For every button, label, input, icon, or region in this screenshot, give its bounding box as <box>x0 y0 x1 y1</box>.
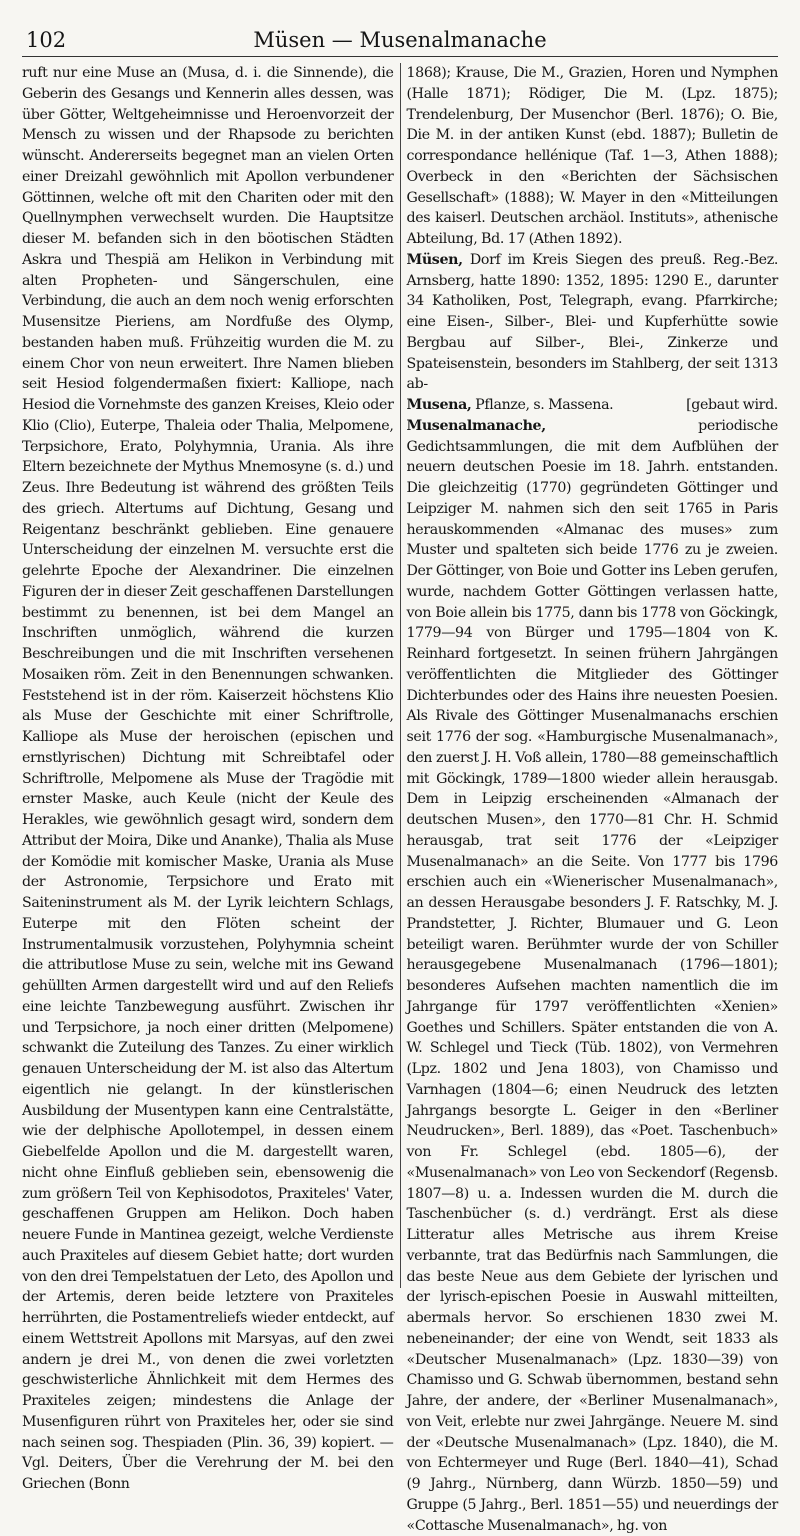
left-column <box>22 63 394 1536</box>
column-divider <box>400 63 401 1288</box>
page-number: 102 <box>26 28 67 52</box>
entry-musena <box>406 395 778 416</box>
right-column <box>406 63 778 1536</box>
entry-muesen-text: Dorf im Kreis Siegen des preuß. Reg.-Bez. Arnsberg, hatte 1890: 1352, 1895: 1290 E., darunter 34 Katholiken, Post, Telegraph, evang. Pfarrkirche; eine Eisen-, Silber-, Blei- und Kupferhütte sowie Bergbau auf Silber-, Blei-, Zinkerze und Spateisenstein, besonders im Stahlberg, der seit 1313 ab- <box>406 251 778 393</box>
entry-musenalmanache-headword: Musenalmanache, <box>406 417 546 434</box>
paragraph-references: 1868); Krause, Die M., Grazien, Horen und Nymphen (Halle 1871); Rödiger, Die M. (Lpz. 1875); Trendelenburg, Der Musenchor (Berl. 1876); O. Bie, Die M. in der antiken Kunst (ebd. 1887); Bulletin de correspondance hellénique (Taf. 1—3, Athen 1888); Overbeck in den «Berichten der Sächsischen Gesellschaft» (1888); W. Mayer in den «Mitteilungen des kaiserl. Deutschen archäol. Instituts», athenische Abteilung, Bd. 17 (Athen 1892). <box>406 65 778 247</box>
entry-musenalmanache <box>406 416 778 1536</box>
running-head: Müsen — Musenalmanache <box>253 28 547 52</box>
paragraph-musen-continued: ruft nur eine Muse an (Musa, d. i. die Sinnende), die Geberin des Gesangs und Kennerin alles dessen, was über Götter, Weltgeheimnisse und Heroenvorzeit der Mensch zu wissen und der Rhapsode zu berichten wünscht. Andererseits begegnet man an vielen Orten einer Dreizahl gewöhnlich mit Apollon verbundener Göttinnen, welche oft mit den Chariten oder mit den Quellnymphen verwechselt wurden. Die Hauptsitze dieser M. befanden sich in den böotischen Städten Askra und Thespiä am Helikon in Verbindung mit alten Propheten- und Sängerschulen, eine Verbindung, die auch an dem noch wenig erforschten Musensitze Pieriens, am Nordfuße des Olymp, bestanden haben muß. Frühzeitig wurden die M. zu einem Chor von neun erweitert. Ihre Namen blieben seit Hesiod folgendermaßen fixiert: Kalliope, nach Hesiod die Vornehmste des ganzen Kreises, Kleio oder Klio (Clio), Euterpe, Thaleia oder Thalia, Melpomene, Terpsichore, Erato, Polyhymnia, Urania. Als ihre Eltern bezeichnete der Mythus Mnemosyne (s. d.) und Zeus. Ihre Bedeutung ist während des größten Teils des griech. Altertums auf Dichtung, Gesang und Reigentanz beschränkt geblieben. Eine genauere Unterscheidung der einzelnen M. versuchte erst die gelehrte Epoche der Alexandriner. Die einzelnen Figuren der in dieser Zeit geschaffenen Darstellungen bestimmt zu benennen, ist bei dem Mangel an Inschriften unmöglich, während die kurzen Beschreibungen und die mit Inschriften versehenen Mosaiken röm. Zeit in den Benennungen schwanken. Feststehend ist in der röm. Kaiserzeit höchstens Klio als Muse der Geschichte mit einer Schriftrolle, Kalliope als Muse der heroischen (epischen und ernstlyrischen) Dichtung mit Schreibtafel oder Schriftrolle, Melpomene als Muse der Tragödie mit ernster Maske, auch Keule (nicht der Keule des Herakles, wie gewöhnlich gesagt wird, sondern dem Attribut der Moira, Dike und Ananke), Thalia als Muse der Komödie mit komischer Maske, Urania als Muse der Astronomie, Terpsichore und Erato mit Saiteninstrument als M. der Lyrik leichtern Schlags, Euterpe mit den Flöten scheint der Instrumentalmusik vorzustehen, Polyhymnia scheint die attributlose Muse zu sein, welche mit ins Gewand gehüllten Armen dargestellt wird und auf den Reliefs eine leichte Tanzbewegung ausführt. Zwischen ihr und Terpsichore, ja noch einer dritten (Melpomene) schwankt die Zuteilung des Tanzes. Zu einer wirklich genauen Unterscheidung der M. ist also das Altertum eigentlich nie gelangt. In der künstlerischen Ausbildung der Musentypen kann eine Centralstätte, wie der delphische Apollotempel, in dessen einem Giebelfelde Apollon und die M. dargestellt waren, nicht ohne Einfluß geblieben sein, ebensowenig die zum größern Teil von Kephisodotos, Praxiteles' Vater, geschaffenen Gruppen am Helikon. Doch haben neuere Funde in Mantinea gezeigt, welche Verdienste auch Praxiteles auf diesem Gebiet hatte; dort wurden von den drei Tempelstatuen der Leto, des Apollon und der Artemis, deren beide letztere von Praxiteles herrührten, die Postamentreliefs wieder entdeckt, auf einem Wettstreit Apollons mit Marsyas, auf den zwei andern je drei M., von denen die zwei vorletzten geschwisterliche Ähnlichkeit mit dem Hermes des Praxiteles zeigen; mindestens die Anlage der Musenfiguren rührt von Praxiteles her, oder sie sind nach seinen sog. Thespiaden (Plin. 36, 39) kopiert. — Vgl. Deiters, Über die Verehrung der M. bei den Griechen (Bonn <box>22 65 394 1492</box>
entry-muesen <box>406 250 778 395</box>
text-columns <box>22 63 778 1536</box>
entry-musena-text: Pflanze, s. Massena. <box>471 397 614 413</box>
entry-musenalmanache-text: periodische Gedichtsammlungen, die mit dem Aufblühen der neuern deutschen Poesie im 18. Jahrh. entstanden. Die gleichzeitig (1770) gegründeten Göttinger und Leipziger M. nahmen sich den seit 1765 in Paris herauskommenden «Almanac des muses» zum Muster und spalteten sich beide 1776 zu je zweien. Der Göttinger, von Boie und Gotter ins Leben gerufen, wurde, nachdem Gotter Göttingen verlassen hatte, von Boie allein bis 1775, dann bis 1778 von Göckingk, 1779—94 von Bürger und 1795—1804 von K. Reinhard fortgesetzt. In seinen frühern Jahrgängen veröffentlichten die Mitglieder des Göttinger Dichterbundes oder des Hains ihre neuesten Poesien. Als Rivale des Göttinger Musenalmanachs erschien seit 1776 der sog. «Hamburgische Musenalmanach», den zuerst J. H. Voß allein, 1780—88 gemeinschaftlich mit Göckingk, 1789—1800 wieder allein herausgab. Dem in Leipzig erscheinenden «Almanach der deutschen Musen», den 1770—81 Chr. H. Schmid herausgab, trat seit 1776 der «Leipziger Musenalmanach» an die Seite. Von 1777 bis 1796 erschien auch ein «Wienerischer Musenalmanach», an dessen Herausgabe besonders J. F. Ratschky, M. J. Prandstetter, J. Richter, Blumauer und G. Leon beteiligt waren. Berühmter wurde der von Schiller herausgegebene Musenalmanach (1796—1801); besonderes Aufsehen machten namentlich die im Jahrgange für 1797 veröffentlichten «Xenien» Goethes und Schillers. Später entstanden die von A. W. Schlegel und Tieck (Tüb. 1802), von Vermehren (Lpz. 1802 und Jena 1803), von Chamisso und Varnhagen (1804—6; einen Neudruck des letzten Jahrgangs besorgte L. Geiger in den «Berliner Neudrucken», Berl. 1889), das «Poet. Taschenbuch» von Fr. Schlegel (ebd. 1805—6), der «Musenalmanach» von Leo von Seckendorf (Regensb. 1807—8) u. a. Indessen wurden die M. durch die Taschenbücher (s. d.) verdrängt. Erst als diese Litteratur alles Metrische aus ihrem Kreise verbannte, trat das Bedürfnis nach Sammlungen, die das beste Neue aus dem Gebiete der lyrischen und der lyrisch-epischen Poesie in Auswahl mitteilten, abermals hervor. So erschienen 1830 zwei M. nebeneinander; der eine von Wendt, seit 1833 als «Deutscher Musenalmanach» (Lpz. 1830—39) von Chamisso und G. Schwab übernommen, bestand sehn Jahre, der andere, der «Berliner Musenalmanach», von Veit, erlebte nur zwei Jahrgänge. Neuere M. sind der «Deutsche Musenalmanach» (Lpz. 1840), die M. von Echtermeyer und Ruge (Berl. 1840—41), Schad (9 Jahrg., Nürnberg, dann Würzb. 1850—59) und Gruppe (5 Jahrg., Berl. 1851—55) und neuerdings der «Cottasche Musenalmanach», hg. von <box>406 417 778 1534</box>
entry-muesen-headword: Müsen, <box>406 251 463 268</box>
entry-musena-headword: Musena, <box>406 397 472 413</box>
page-header <box>22 26 778 57</box>
entry-muesen-tail: [gebaut wird. <box>686 397 778 413</box>
